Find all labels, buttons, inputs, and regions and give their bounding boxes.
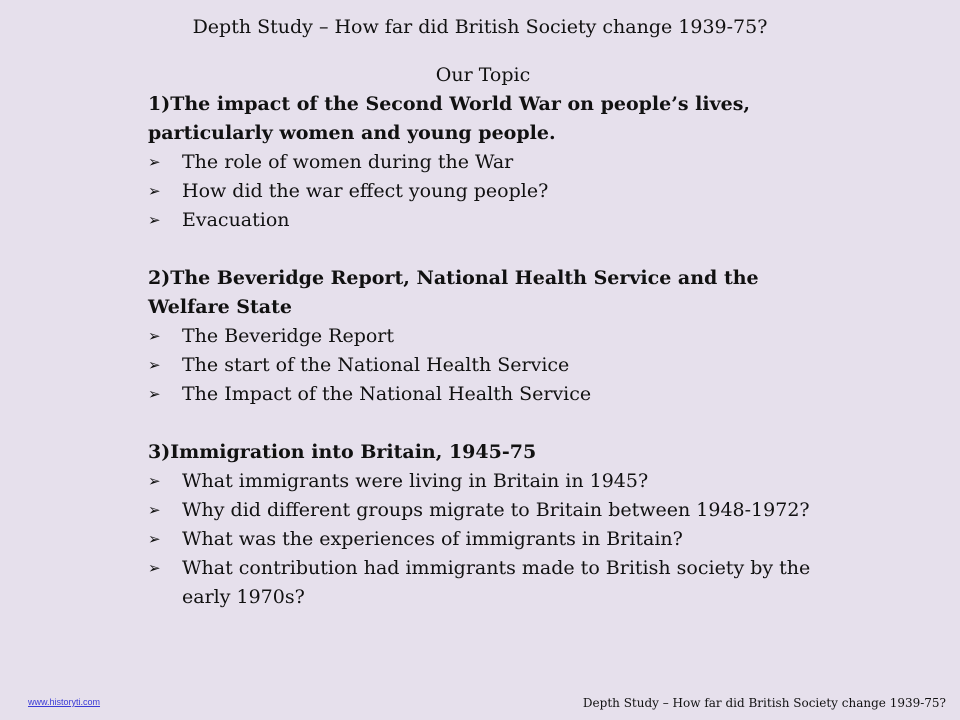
arrow-bullet-icon: ➢ bbox=[148, 530, 161, 548]
list-item bbox=[148, 380, 818, 409]
page-title: Depth Study – How far did British Society change 1939-75? bbox=[192, 16, 768, 38]
arrow-bullet-icon: ➢ bbox=[148, 153, 161, 171]
list-item bbox=[148, 206, 818, 235]
arrow-bullet-icon: ➢ bbox=[148, 211, 161, 229]
bullet-list bbox=[148, 322, 818, 409]
list-item bbox=[148, 554, 818, 612]
list-item bbox=[148, 177, 818, 206]
list-item bbox=[148, 322, 818, 351]
topic-section-1 bbox=[148, 90, 818, 235]
list-item bbox=[148, 496, 818, 525]
list-item-text: The role of women during the War bbox=[182, 151, 514, 173]
section-heading: 2)The Beveridge Report, National Health Service and the Welfare State bbox=[148, 267, 759, 318]
list-item-text: What contribution had immigrants made to British society by the early 1970s? bbox=[182, 557, 811, 608]
arrow-bullet-icon: ➢ bbox=[148, 559, 161, 577]
arrow-bullet-icon: ➢ bbox=[148, 501, 161, 519]
list-item bbox=[148, 148, 818, 177]
topic-section-2 bbox=[148, 264, 818, 409]
bullet-list bbox=[148, 148, 818, 235]
topic-subtitle: Our Topic bbox=[435, 64, 531, 86]
list-item-text: The start of the National Health Service bbox=[182, 354, 570, 376]
section-heading: 1)The impact of the Second World War on people’s lives, particularly women and young people. bbox=[148, 93, 751, 144]
bullet-list bbox=[148, 467, 818, 612]
arrow-bullet-icon: ➢ bbox=[148, 327, 161, 345]
list-item-text: The Beveridge Report bbox=[182, 325, 395, 347]
list-item bbox=[148, 525, 818, 554]
arrow-bullet-icon: ➢ bbox=[148, 472, 161, 490]
list-item-text: What was the experiences of immigrants in Britain? bbox=[182, 528, 683, 550]
section-heading: 3)Immigration into Britain, 1945-75 bbox=[148, 441, 537, 463]
list-item-text: Why did different groups migrate to Britain between 1948-1972? bbox=[182, 499, 810, 521]
arrow-bullet-icon: ➢ bbox=[148, 385, 161, 403]
arrow-bullet-icon: ➢ bbox=[148, 182, 161, 200]
website-link[interactable]: www.historyti.com bbox=[28, 697, 101, 707]
list-item bbox=[148, 467, 818, 496]
list-item-text: How did the war effect young people? bbox=[182, 180, 549, 202]
arrow-bullet-icon: ➢ bbox=[148, 356, 161, 374]
list-item-text: What immigrants were living in Britain in 1945? bbox=[182, 470, 649, 492]
list-item-text: Evacuation bbox=[182, 209, 290, 231]
list-item-text: The Impact of the National Health Service bbox=[182, 383, 592, 405]
topic-section-3 bbox=[148, 438, 818, 612]
footer-title: Depth Study – How far did British Society change 1939-75? bbox=[582, 696, 946, 710]
list-item bbox=[148, 351, 818, 380]
topic-content bbox=[148, 61, 818, 641]
